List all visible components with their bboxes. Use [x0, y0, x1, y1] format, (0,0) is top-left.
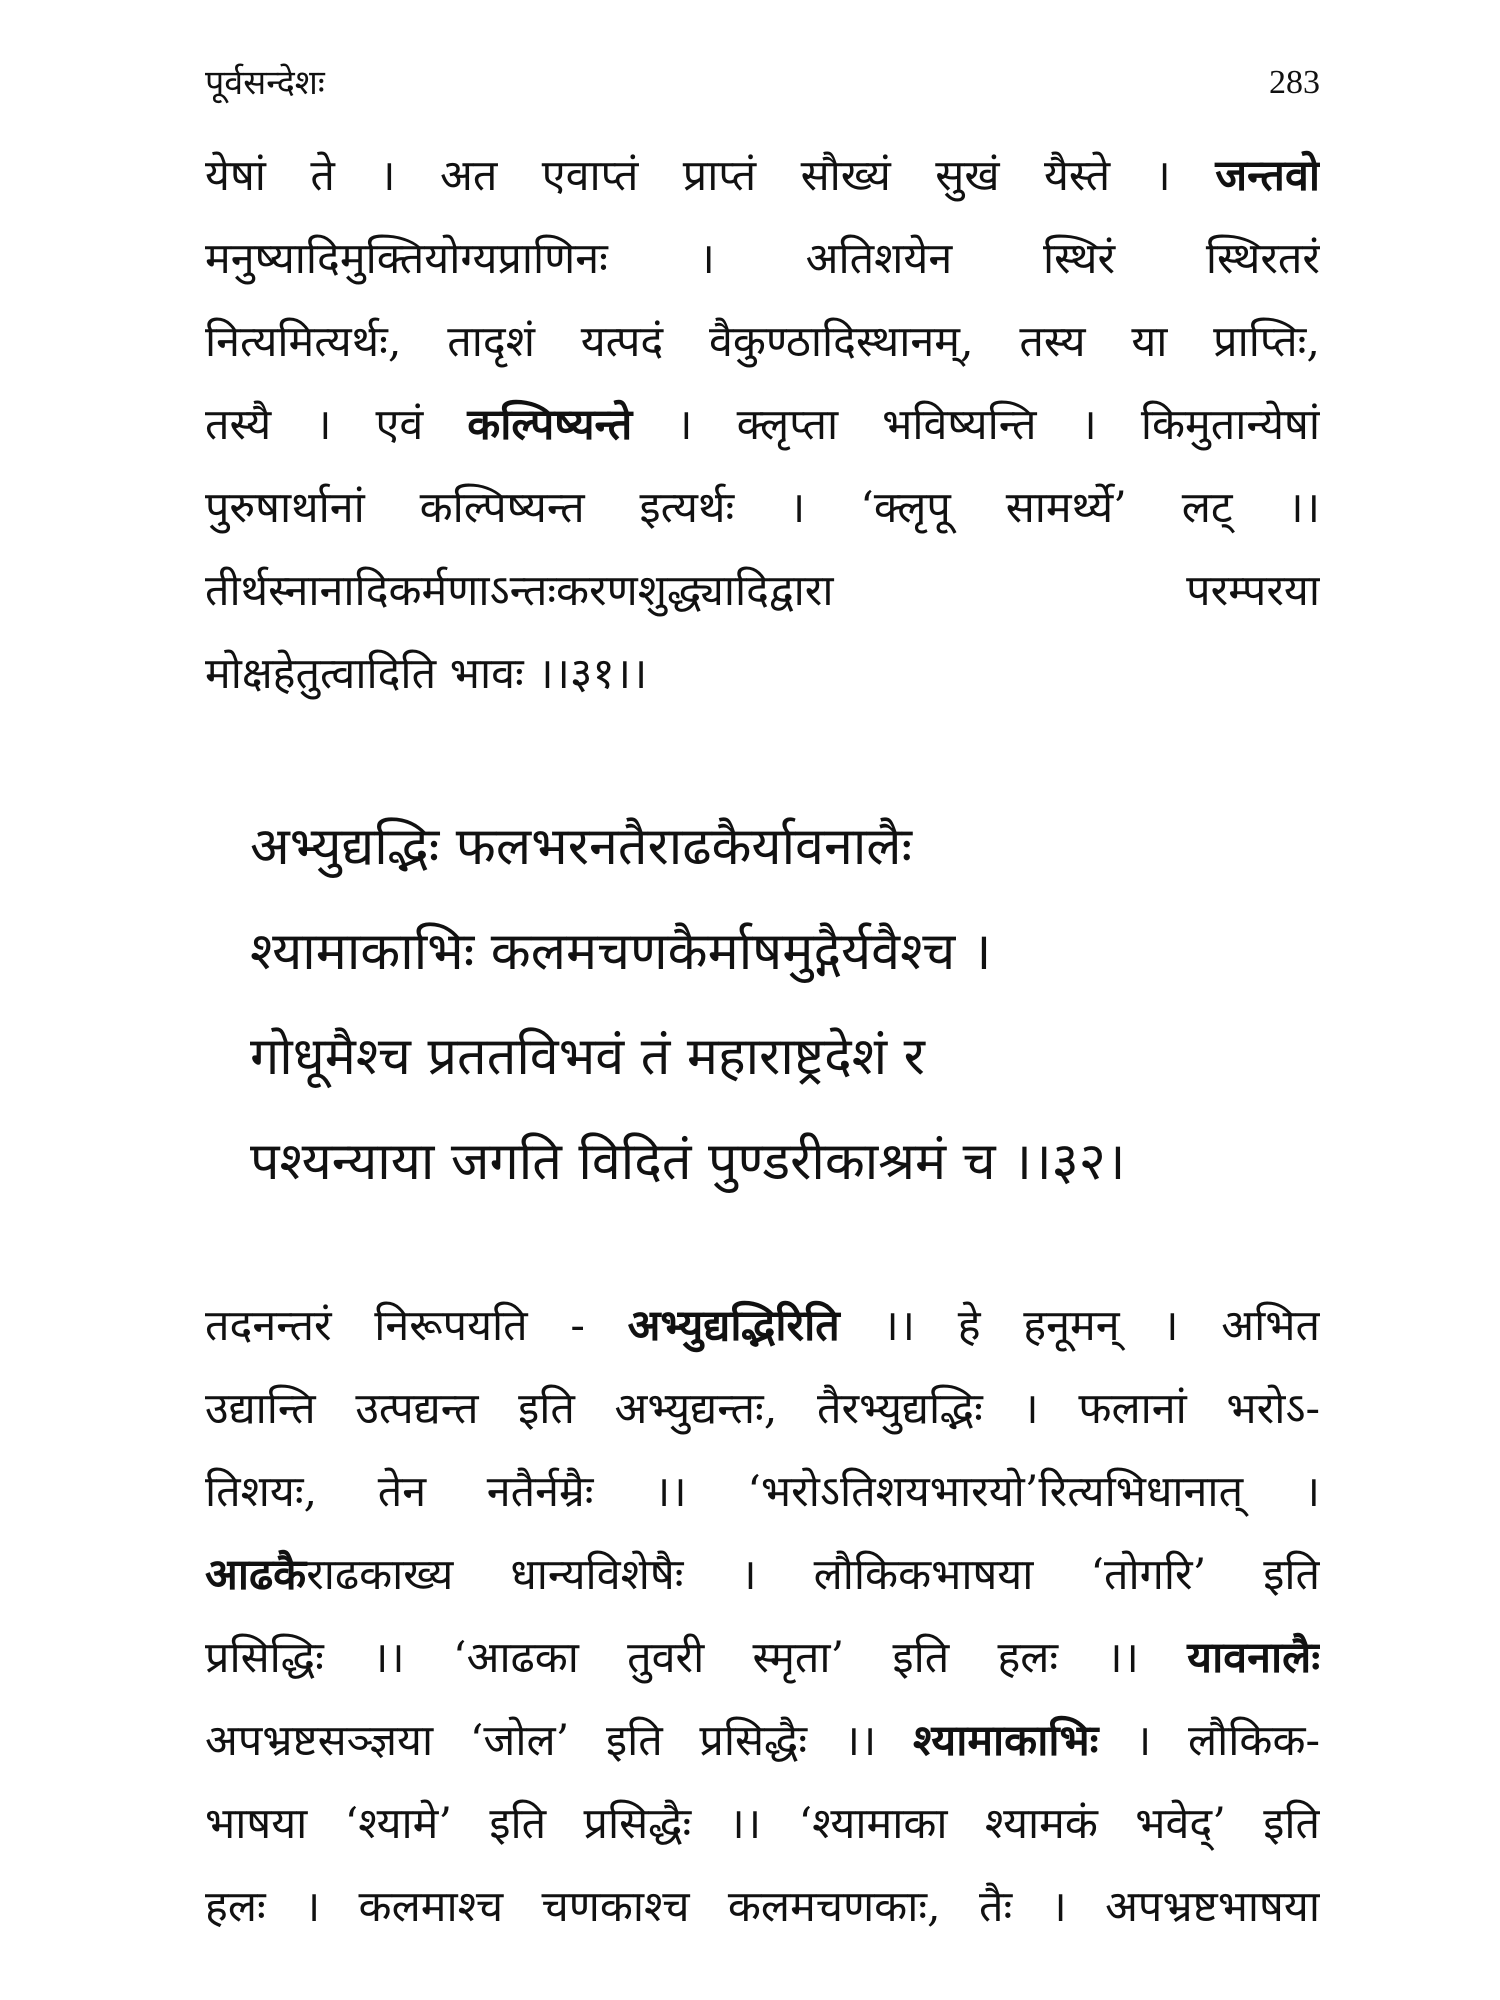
chapter-title: पूर्वसन्देशः: [205, 63, 325, 103]
keyword: अभ्युद्यद्भिरिति: [627, 1301, 840, 1351]
commentary-line: आढकैराढकाख्य धान्यविशेषैः । लौकिकभाषया ‘तोगरि’ इति: [205, 1550, 1320, 1600]
commentary-paragraph-top: [205, 135, 1320, 716]
keyword: कल्पिष्यन्ते: [467, 400, 633, 450]
keyword: यावनालैः: [1187, 1633, 1320, 1683]
commentary-line: अपभ्रष्टसञ्ज्ञया ‘जोल’ इति प्रसिद्धैः ।। श्यामाकाभिः । लौकिक-: [205, 1716, 1320, 1766]
verse-line: श्यामाकाभिः कलमचणकैर्माषमुद्गैर्यवैश्च ।: [250, 922, 992, 982]
commentary-line: तदनन्तरं निरूपयति - अभ्युद्यद्भिरिति ।। हे हनूमन् । अभित: [205, 1301, 1320, 1351]
verse-line: पश्यन्याया जगति विदितं पुण्डरीकाश्रमं च ।।३२।: [250, 1132, 1126, 1192]
commentary-line-last: मोक्षहेतुत्वादिति भावः ।।३१।।: [205, 649, 648, 699]
running-header: [205, 58, 1320, 108]
commentary-line: तिशयः, तेन नतैर्नम्रैः ।। ‘भरोऽतिशयभारयो’रित्यभिधानात् ।: [205, 1467, 1320, 1517]
commentary-line: तस्यै । एवं कल्पिष्यन्ते । क्लृप्ता भविष्यन्ति । किमुतान्येषां: [205, 400, 1320, 450]
keyword: श्यामाकाभिः: [912, 1716, 1099, 1766]
verse-32: [250, 795, 1320, 1215]
verse-line: अभ्युद्यद्भिः फलभरनतैराढकैर्यावनालैः: [250, 817, 913, 877]
commentary-line: उद्यान्ति उत्पद्यन्त इति अभ्युद्यन्तः, तैरभ्युद्यद्भिः । फलानां भरोऽ-: [205, 1384, 1320, 1434]
commentary-line: नित्यमित्यर्थः, तादृशं यत्पदं वैकुण्ठादिस्थानम्, तस्य या प्राप्तिः,: [205, 317, 1320, 367]
verse-line: गोधूमैश्च प्रततविभवं तं महाराष्ट्रदेशं र: [250, 1027, 925, 1087]
commentary-line: पुरुषार्थानां कल्पिष्यन्त इत्यर्थः । ‘क्लृपू सामर्थ्ये’ लट् ।।: [205, 483, 1320, 533]
commentary-paragraph-bottom: [205, 1285, 1320, 1949]
keyword: आढकै: [205, 1550, 307, 1600]
commentary-line: मनुष्यादिमुक्तियोग्यप्राणिनः । अतिशयेन स्थिरं स्थिरतरं: [205, 234, 1320, 284]
page-number: 283: [1269, 64, 1320, 101]
commentary-line: तीर्थस्नानादिकर्मणाऽन्तःकरणशुद्ध्यादिद्वारा परम्परया: [205, 566, 1320, 616]
commentary-line: भाषया ‘श्यामे’ इति प्रसिद्धैः ।। ‘श्यामाका श्यामकं भवेद्’ इति: [205, 1799, 1320, 1849]
commentary-line: हलः । कलमाश्च चणकाश्च कलमचणकाः, तैः । अपभ्रष्टभाषया: [205, 1882, 1320, 1932]
keyword: जन्तवो: [1215, 151, 1320, 201]
commentary-line: येषां ते । अत एवाप्तं प्राप्तं सौख्यं सुखं यैस्ते । जन्तवो: [205, 151, 1320, 201]
commentary-line: प्रसिद्धिः ।। ‘आढका तुवरी स्मृता’ इति हलः ।। यावनालैः: [205, 1633, 1320, 1683]
